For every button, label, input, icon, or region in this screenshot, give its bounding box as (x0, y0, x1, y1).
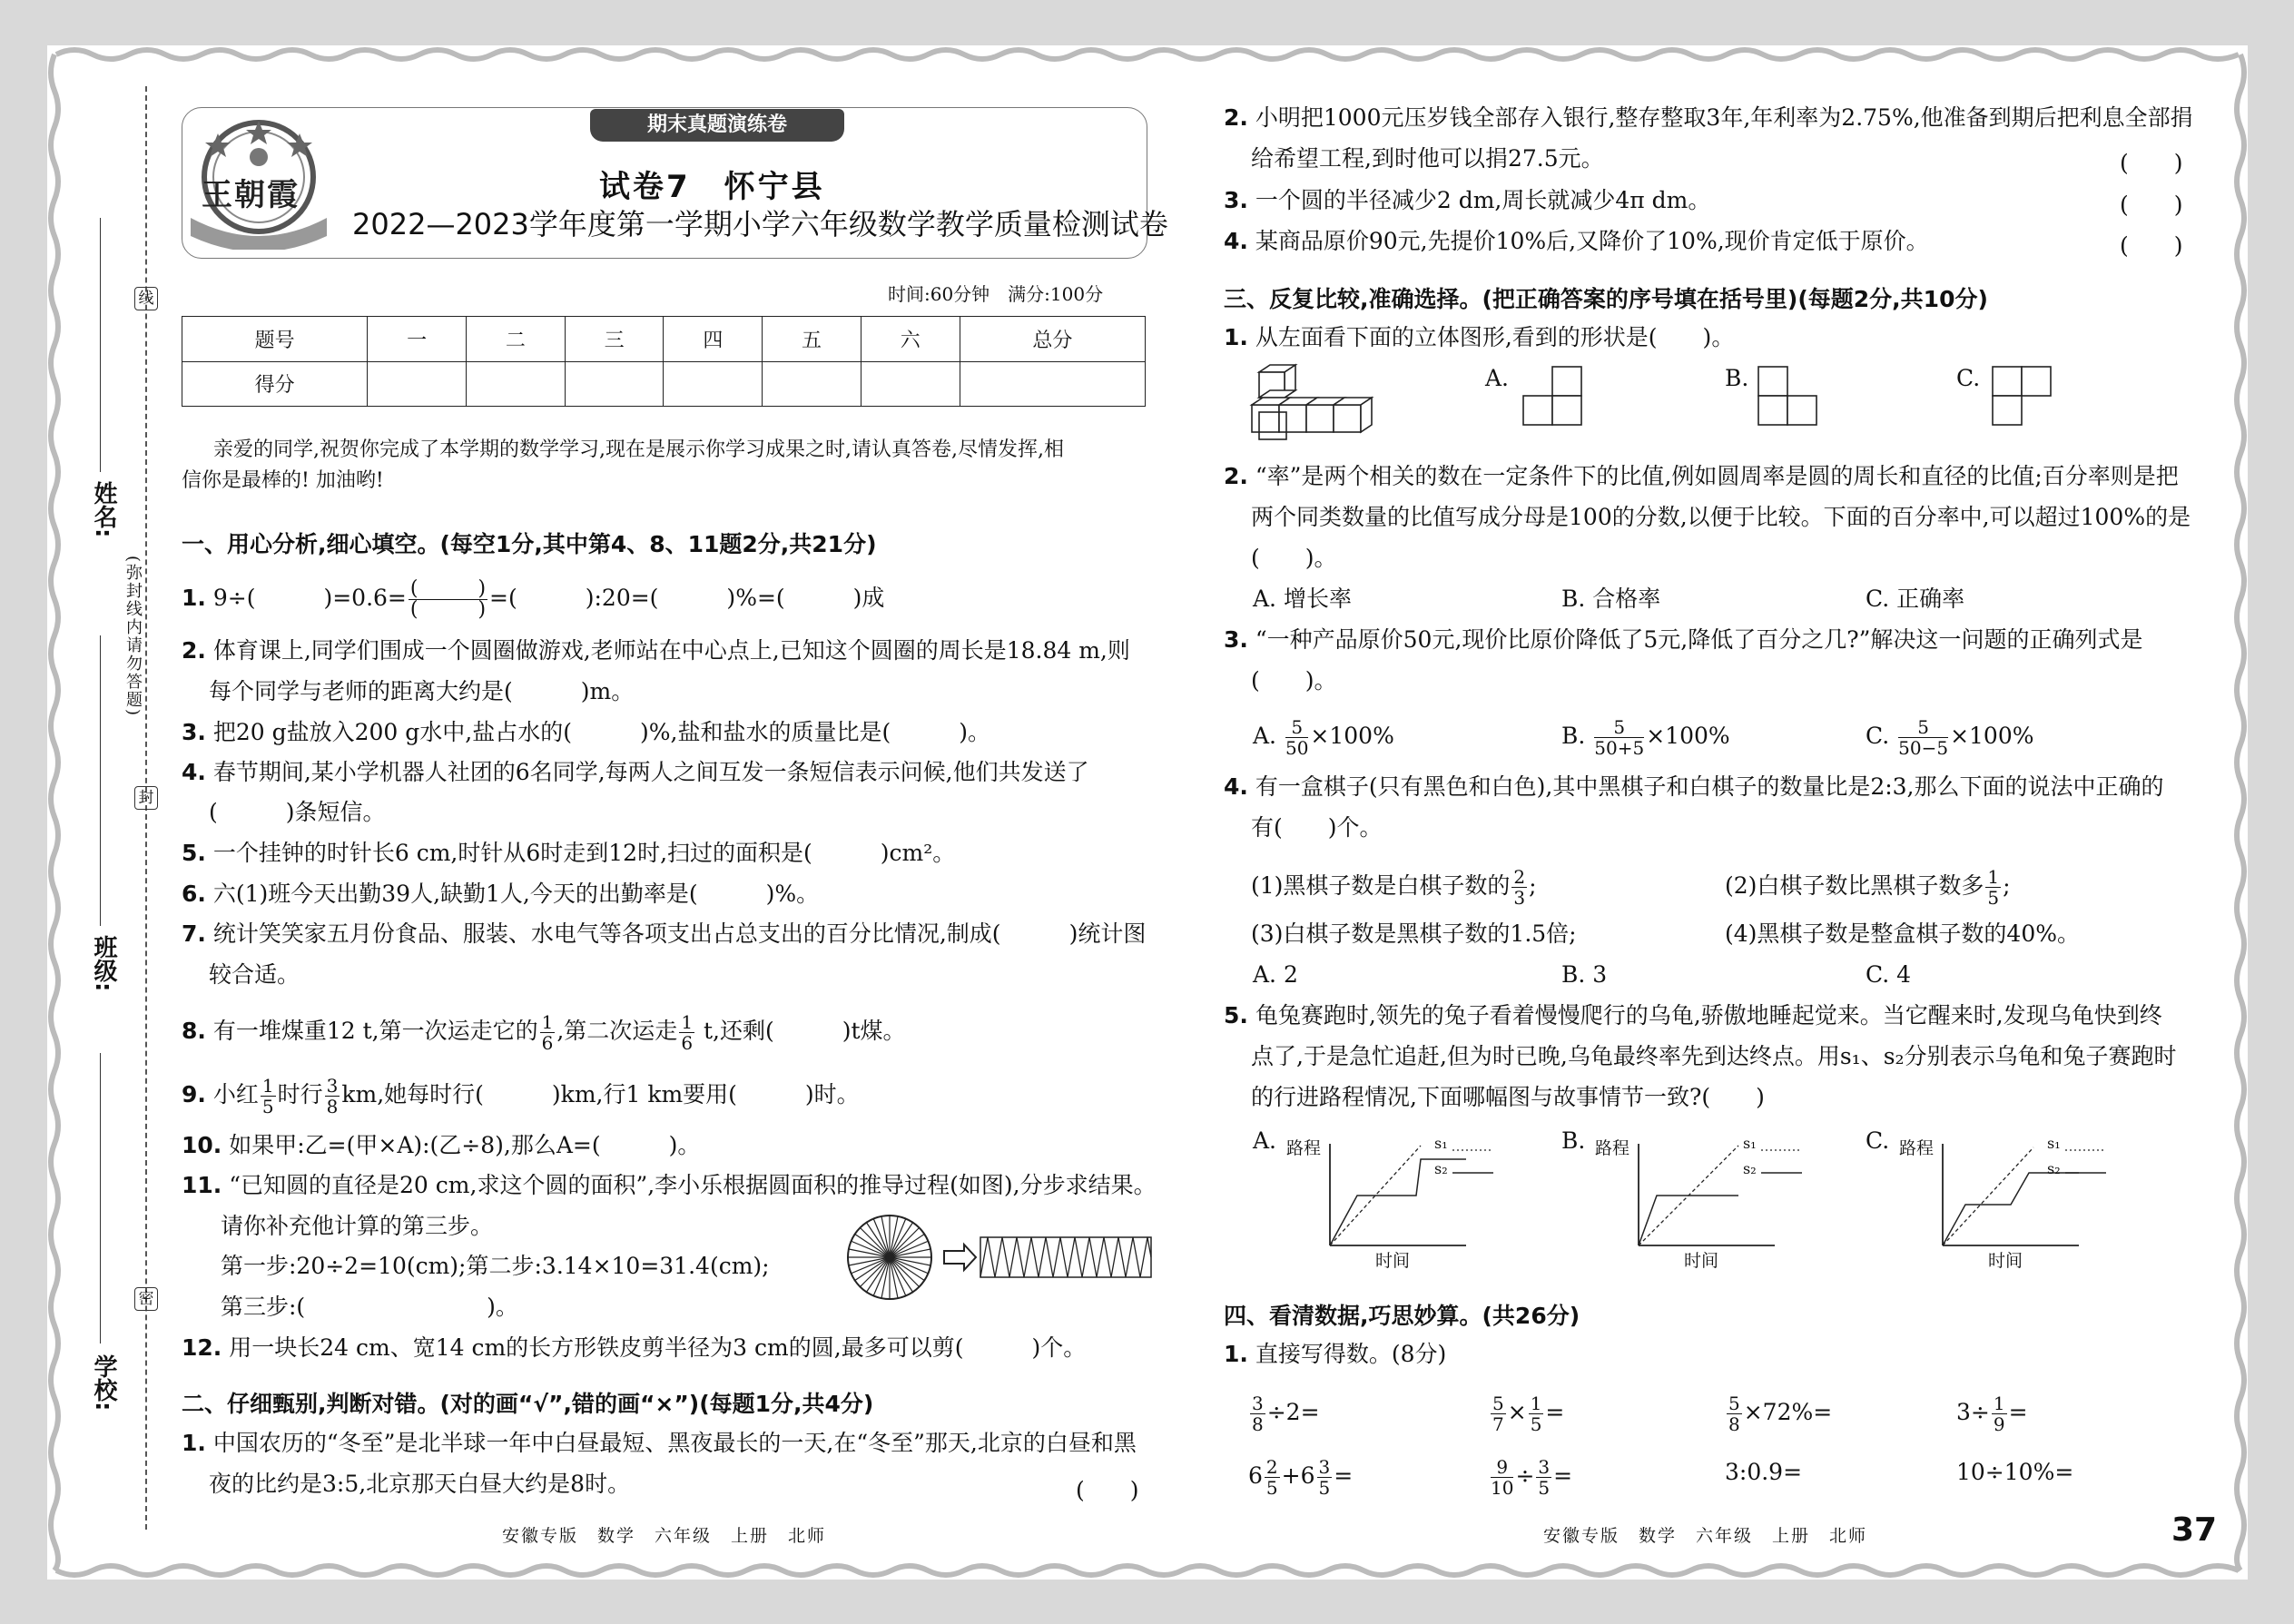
question-3-5a: 5. 龟兔赛跑时,领先的兔子看着慢慢爬行的乌龟,骄傲地睡起觉来。当它醒来时,发现乌龟快到终 (1224, 1002, 2162, 1029)
score-header-row (182, 317, 1146, 362)
calc-3: $\frac{5}{8}$ ×72%= (1728, 1393, 1833, 1435)
publisher-logo (182, 113, 336, 250)
option-C-label[interactable]: C. (1956, 365, 1981, 391)
judge-blank-2[interactable]: ( ) (2120, 150, 2183, 176)
section-1-title: 一、用心分析,细心填空。(每空1分,其中第4、8、11题2分,共21分) (182, 531, 877, 557)
score-cell[interactable] (368, 361, 467, 407)
score-cell[interactable] (467, 361, 566, 407)
question-1-6: 6. 六(1)班今天出勤39人,缺勤1人,今天的出勤率是( )%。 (182, 881, 820, 907)
question-2-4: 4. 某商品原价90元,先提价10%后,又降价了10%,现价肯定低于原价。 (1224, 228, 1929, 254)
score-row-label: 得分 (182, 361, 368, 407)
question-1-3: 3. 把20 g盐放入200 g水中,盐占水的( )%,盐和盐水的质量比是( )。 (182, 719, 990, 745)
exam-subtitle: 2022—2023学年度第一学期小学六年级数学教学质量检测试卷 (352, 207, 1168, 241)
question-2-2b: 给希望工程,到时他可以捐27.5元。 (1251, 145, 1604, 172)
question-1-5: 5. 一个挂钟的时针长6 cm,时针从6时走到12时,扫过的面积是( )cm²。 (182, 840, 956, 866)
graph-A-ylabel: 路程 (1286, 1138, 1322, 1158)
judge-blank-1[interactable]: ( ) (1076, 1477, 1139, 1503)
section-2-title: 二、仔细甄别,判断对错。(对的画“√”,错的画“×”)(每题1分,共4分) (182, 1391, 874, 1417)
score-header-cell: 六 (861, 317, 960, 362)
question-1-11a: 11. “已知圆的直径是20 cm,求这个圆的面积”,李小乐根据圆面积的推导过程(如图),分步求结果。 (182, 1172, 1157, 1198)
question-3-5c: 的行进路程情况,下面哪幅图与故事情节一致?( ) (1251, 1084, 1765, 1110)
circle-derivation-figure (844, 1212, 1153, 1303)
option-A-shape (1521, 365, 1585, 432)
q4-statement-1: (1)黑棋子数是白棋子数的 $\frac{2}{3}$ ; (1251, 866, 1537, 909)
q2-option-A[interactable]: A. 增长率 (1253, 586, 1352, 612)
score-header-cell: 一 (368, 317, 467, 362)
section-4-title: 四、看清数据,巧思妙算。(共26分) (1224, 1303, 1580, 1329)
graph-A (1285, 1127, 1502, 1271)
intro-line: 亲爱的同学,祝贺你完成了本学期的数学学习,现在是展示你学习成果之时,请认真答卷,尽情发挥,相 (213, 438, 1064, 461)
calc-1: $\frac{3}{8}$ ÷2= (1252, 1393, 1320, 1435)
graph-A-s2: s₂ (1434, 1160, 1448, 1177)
graph-B-s1: s₁ (1743, 1135, 1757, 1152)
score-cell[interactable] (960, 361, 1145, 407)
judge-blank-3[interactable]: ( ) (2120, 192, 2183, 218)
footer-left: 安徽专版 数学 六年级 上册 北师 (502, 1526, 827, 1546)
question-1-11b: 请你补充他计算的第三步。 (221, 1213, 494, 1239)
graph-A-s1: s₁ (1434, 1135, 1448, 1152)
question-2-1b: 夜的比约是3:5,北京那天白昼大约是8时。 (209, 1471, 631, 1497)
exam-title: 试卷7 怀宁县 (599, 169, 825, 205)
score-header-cell: 二 (467, 317, 566, 362)
graph-C-s1: s₁ (2047, 1135, 2061, 1152)
question-3-2b: 两个同类数量的比值写成分母是100的分数,以便于比较。下面的百分率中,可以超过100%的是 (1251, 504, 2191, 530)
school-field[interactable] (100, 1053, 101, 1343)
calc-8: 10÷10%= (1956, 1459, 2074, 1485)
q4-option-B[interactable]: B. 3 (1561, 961, 1608, 988)
class-field[interactable] (100, 635, 101, 926)
time-info: 时间:60分钟 满分:100分 (888, 283, 1104, 305)
score-header-cell: 五 (763, 317, 861, 362)
intro-line: 信你是最棒的! 加油哟! (182, 469, 384, 492)
graph-option-B-label[interactable]: B. (1561, 1127, 1586, 1154)
cube-figure (1248, 363, 1375, 449)
question-3-2c: ( )。 (1251, 545, 1337, 571)
question-1-8: 8. 有一堆煤重12 t,第一次运走它的 $\frac{1}{6}$ ,第二次运走 $\frac{1}{6}$ t,还剩( )t煤。 (182, 1011, 906, 1054)
question-1-11c: 第一步:20÷2=10(cm);第二步:3.14×10=31.4(cm); (221, 1253, 770, 1279)
question-1-7b: 较合适。 (209, 961, 300, 988)
name-label: 姓名: (90, 481, 117, 538)
option-A-label[interactable]: A. (1485, 365, 1510, 391)
section-3-title: 三、反复比较,准确选择。(把正确答案的序号填在括号里)(每题2分,共10分) (1224, 286, 1988, 312)
graph-B (1593, 1127, 1811, 1271)
question-3-2a: 2. “率”是两个相关的数在一定条件下的比值,例如圆周率是圆的周长和直径的比值;百分率则是把 (1224, 463, 2179, 489)
graph-C (1897, 1127, 2115, 1271)
calc-2: $\frac{5}{7}$ × $\frac{1}{5}$ = (1492, 1393, 1565, 1435)
calc-6: $\frac{9}{10}$ ÷ $\frac{3}{5}$ = (1491, 1456, 1573, 1499)
question-1-10: 10. 如果甲:乙=(甲×A):(乙÷8),那么A=( )。 (182, 1132, 701, 1158)
seal-mark-mi: 密 (134, 1287, 158, 1311)
option-C-shape (1991, 365, 2054, 432)
q4-option-C[interactable]: C. 4 (1866, 961, 1912, 988)
question-1-4a: 4. 春节期间,某小学机器人社团的6名同学,每两人之间互发一条短信表示问候,他们共发送了 (182, 759, 1089, 785)
school-label: 学校: (90, 1354, 117, 1412)
question-3-3a: 3. “一种产品原价50元,现价比原价降低了5元,降低了百分之几?”解决这一问题的正确列式是 (1224, 626, 2143, 653)
graph-option-C-label[interactable]: C. (1866, 1127, 1890, 1154)
score-cell[interactable] (664, 361, 763, 407)
graph-B-s2: s₂ (1743, 1160, 1757, 1177)
question-1-4b: ( )条短信。 (209, 799, 386, 825)
score-header-cell: 总分 (960, 317, 1145, 362)
question-1-7a: 7. 统计笑笑家五月份食品、服装、水电气等各项支出占总支出的百分比情况,制成( )统计图 (182, 920, 1147, 947)
judge-blank-4[interactable]: ( ) (2120, 232, 2183, 259)
seal-note: (弥封线内请勿答题) (123, 556, 143, 718)
calc-5: 6 $\frac{2}{5}$ +6 $\frac{3}{5}$ = (1248, 1456, 1354, 1499)
question-3-4a: 4. 有一盒棋子(只有黑色和白色),其中黑棋子和白棋子的数量比是2:3,那么下面的说法中正确的 (1224, 773, 2164, 800)
score-cell[interactable] (861, 361, 960, 407)
score-table (182, 316, 1146, 407)
q3-option-A[interactable]: A. $\frac{5}{50}$ ×100% (1253, 716, 1394, 759)
q4-statement-4: (4)黑棋子数是整盒棋子数的40%。 (1725, 920, 2080, 947)
question-3-1: 1. 从左面看下面的立体图形,看到的形状是( )。 (1224, 324, 1735, 350)
q3-option-C[interactable]: C. $\frac{5}{50-5}$ ×100% (1866, 716, 2034, 759)
question-3-4b: 有( )个。 (1251, 814, 1383, 841)
q4-statement-2: (2)白棋子数比黑棋子数多 $\frac{1}{5}$ ; (1725, 866, 2011, 909)
question-2-2a: 2. 小明把1000元压岁钱全部存入银行,整存整取3年,年利率为2.75%,他准备到期后把利息全部捐 (1224, 104, 2193, 131)
graph-B-ylabel: 路程 (1595, 1138, 1630, 1158)
name-field[interactable] (100, 218, 101, 472)
graph-C-xlabel: 时间 (1988, 1251, 2023, 1271)
graph-option-A-label[interactable]: A. (1253, 1127, 1277, 1154)
option-B-label[interactable]: B. (1725, 365, 1749, 391)
q4-statement-3: (3)白棋子数是黑棋子数的1.5倍; (1251, 920, 1577, 947)
graph-B-xlabel: 时间 (1684, 1251, 1719, 1271)
seal-mark-feng: 封 (134, 786, 158, 810)
question-1-2b: 每个同学与老师的距离大约是( )m。 (209, 678, 635, 704)
question-2-3: 3. 一个圆的半径减少2 dm,周长就减少4π dm。 (1224, 187, 1711, 213)
question-2-1a: 1. 中国农历的“冬至”是北半球一年中白昼最短、黑夜最长的一天,在“冬至”那天,北京的白昼和黑 (182, 1430, 1137, 1456)
score-header-cell: 三 (565, 317, 664, 362)
q2-option-B[interactable]: B. 合格率 (1561, 586, 1661, 612)
question-1-12: 12. 用一块长24 cm、宽14 cm的长方形铁皮剪半径为3 cm的圆,最多可以剪( )个。 (182, 1334, 1087, 1361)
option-B-shape (1757, 365, 1820, 432)
question-1-11d: 第三步:( )。 (221, 1294, 518, 1320)
q2-option-C[interactable]: C. 正确率 (1866, 586, 1965, 612)
question-1-1: 1. 9÷( )=0.6= $\frac{( )}{( )}$ =( ):20=( )%=( )成 (182, 577, 885, 621)
seal-mark-xian: 线 (134, 287, 158, 310)
graph-C-s2: s₂ (2047, 1160, 2061, 1177)
question-1-2a: 2. 体育课上,同学们围成一个圆圈做游戏,老师站在中心点上,已知这个圆圈的周长是18.84 m,则 (182, 637, 1130, 664)
calc-7: 3:0.9= (1725, 1459, 1803, 1485)
calc-4: 3÷ $\frac{1}{9}$ = (1956, 1393, 2028, 1435)
exam-banner: 期末真题演练卷 (590, 109, 844, 142)
score-cell[interactable] (565, 361, 664, 407)
graph-A-xlabel: 时间 (1375, 1251, 1411, 1271)
score-header-cell: 题号 (182, 317, 368, 362)
q3-option-B[interactable]: B. $\frac{5}{50+5}$ ×100% (1561, 716, 1730, 759)
score-value-row (182, 361, 1146, 407)
q4-option-A[interactable]: A. 2 (1253, 961, 1298, 988)
question-4-1: 1. 直接写得数。(8分) (1224, 1341, 1447, 1367)
question-3-3b: ( )。 (1251, 667, 1337, 694)
page-number: 37 (2171, 1511, 2218, 1549)
score-cell[interactable] (763, 361, 861, 407)
graph-C-ylabel: 路程 (1899, 1138, 1935, 1158)
question-1-9: 9. 小红 $\frac{1}{5}$ 时行 $\frac{3}{8}$ km,她每时行( )km,行1 km要用( )时。 (182, 1075, 860, 1117)
question-3-5b: 点了,于是急忙追赶,但为时已晚,乌龟最终率先到达终点。用s₁、s₂分别表示乌龟和兔子赛跑时 (1251, 1043, 2177, 1069)
class-label: 班级: (90, 935, 117, 992)
logo-text: 王朝霞 (202, 177, 300, 213)
score-header-cell: 四 (664, 317, 763, 362)
footer-right: 安徽专版 数学 六年级 上册 北师 (1543, 1526, 1868, 1546)
